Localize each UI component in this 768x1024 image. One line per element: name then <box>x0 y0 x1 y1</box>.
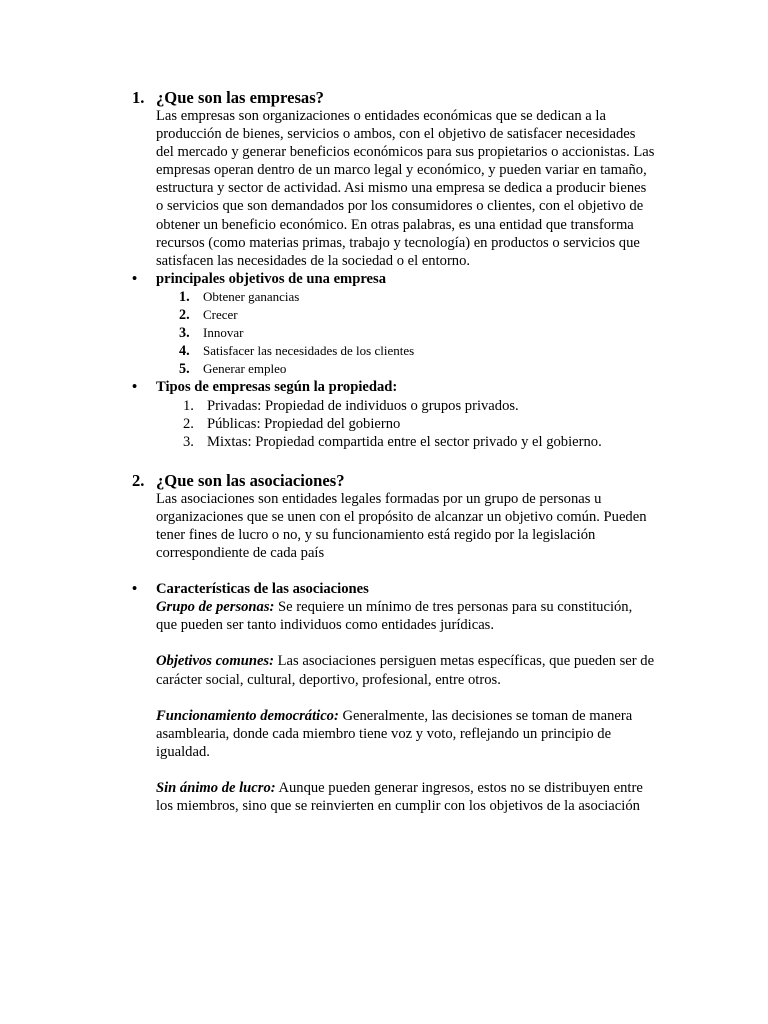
characteristic-item <box>156 652 656 688</box>
characteristic-term: Sin ánimo de lucro: <box>156 779 276 796</box>
types-list <box>156 397 656 451</box>
objectives-bullet <box>132 270 656 288</box>
section-1-number: 1. <box>132 88 145 107</box>
section-1-bullets-2 <box>132 378 656 396</box>
characteristic-term: Funcionamiento democrático: <box>156 707 339 724</box>
list-item-number: 4. <box>179 343 190 360</box>
bullet-icon: • <box>132 581 138 598</box>
list-item-number: 1. <box>179 288 190 305</box>
section-1-bullets <box>132 270 656 288</box>
section-1-heading <box>132 88 656 107</box>
list-item <box>156 360 656 378</box>
list-item <box>156 415 656 433</box>
characteristic-term: Objetivos comunes: <box>156 653 274 670</box>
section-2-heading <box>132 470 656 490</box>
section-2-bullets <box>132 580 656 815</box>
list-item-text: Innovar <box>203 325 244 341</box>
characteristics-bullet <box>132 580 656 815</box>
section-2-number: 2. <box>132 470 145 490</box>
list-item-number: 5. <box>179 361 190 378</box>
list-item-text: Satisfacer las necesidades de los clientes <box>203 343 415 359</box>
types-heading: Tipos de empresas según la propiedad: <box>156 379 398 396</box>
list-item-number: 3. <box>183 433 194 450</box>
list-item-text: Obtener ganancias <box>203 288 300 304</box>
list-item-number: 2. <box>183 415 194 432</box>
list-item <box>156 288 656 306</box>
section-1-title: ¿Que son las empresas? <box>156 88 324 107</box>
list-item-number: 1. <box>183 397 194 414</box>
characteristic-text: Generalmente, las decisiones se toman de manera asamblearia, donde cada miembro tiene voz y voto, reflejando un principio de igualdad. <box>156 707 633 760</box>
bullet-icon: • <box>132 270 138 287</box>
list-item-number: 3. <box>179 325 190 342</box>
list-item-number: 2. <box>179 307 190 324</box>
characteristic-text: Aunque pueden generar ingresos, estos no se distribuyen entre los miembros, sino que se reinvierten en cumplir con los objetivos de la asociación <box>156 779 643 814</box>
bullet-icon: • <box>132 379 138 396</box>
characteristic-item <box>156 707 656 761</box>
types-bullet <box>132 378 656 396</box>
list-item <box>156 397 656 415</box>
list-item-text: Mixtas: Propiedad compartida entre el sector privado y el gobierno. <box>207 433 602 450</box>
list-item <box>156 324 656 342</box>
list-item-text: Generar empleo <box>203 361 287 377</box>
list-item <box>156 342 656 360</box>
characteristic-item <box>156 598 656 634</box>
characteristic-item <box>156 779 656 815</box>
objectives-heading: principales objetivos de una empresa <box>156 270 386 287</box>
list-item <box>156 306 656 324</box>
section-2-title: ¿Que son las asociaciones? <box>156 470 345 490</box>
list-item <box>156 433 656 451</box>
list-item-text: Públicas: Propiedad del gobierno <box>207 415 401 432</box>
objectives-list <box>156 288 656 378</box>
characteristics-heading: Características de las asociaciones <box>156 581 369 598</box>
characteristic-term: Grupo de personas: <box>156 599 275 616</box>
list-item-text: Crecer <box>203 307 238 323</box>
characteristic-text: Se requiere un mínimo de tres personas para su constitución, que pueden ser tanto individuos como entidades jurídicas. <box>156 599 633 634</box>
document-body <box>132 88 656 815</box>
section-2-paragraph: Las asociaciones son entidades legales formadas por un grupo de personas u organizaciones que se unen con el propósito de alcanzar un objetivo común. Pueden tener fines de lucro o no, y su funcionamiento está regido por la legislación correspondiente de cada país <box>156 490 647 562</box>
list-item-text: Privadas: Propiedad de individuos o grupos privados. <box>207 397 519 414</box>
characteristic-text: Las asociaciones persiguen metas específicas, que pueden ser de carácter social, cultural, deportivo, profesional, entre otros. <box>156 653 655 688</box>
section-1-paragraph: Las empresas son organizaciones o entidades económicas que se dedican a la producción de bienes, servicios o ambos, con el objetivo de satisfacer necesidades del mercado y generar beneficios económicos para sus propietarios o accionistas. Las empresas operan dentro de un marco legal y económico, y pueden variar en tamaño, estructura y sector de actividad. Asi mismo una empresa se dedica a producir bienes o servicios que son demandados por los consumidores o clientes, con el objetivo de obtener un beneficio económico. En otras palabras, es una entidad que transforma recursos (como materias primas, trabajo y tecnología) en productos o servicios que satisfacen las necesidades de la sociedad o el entorno. <box>156 108 655 269</box>
